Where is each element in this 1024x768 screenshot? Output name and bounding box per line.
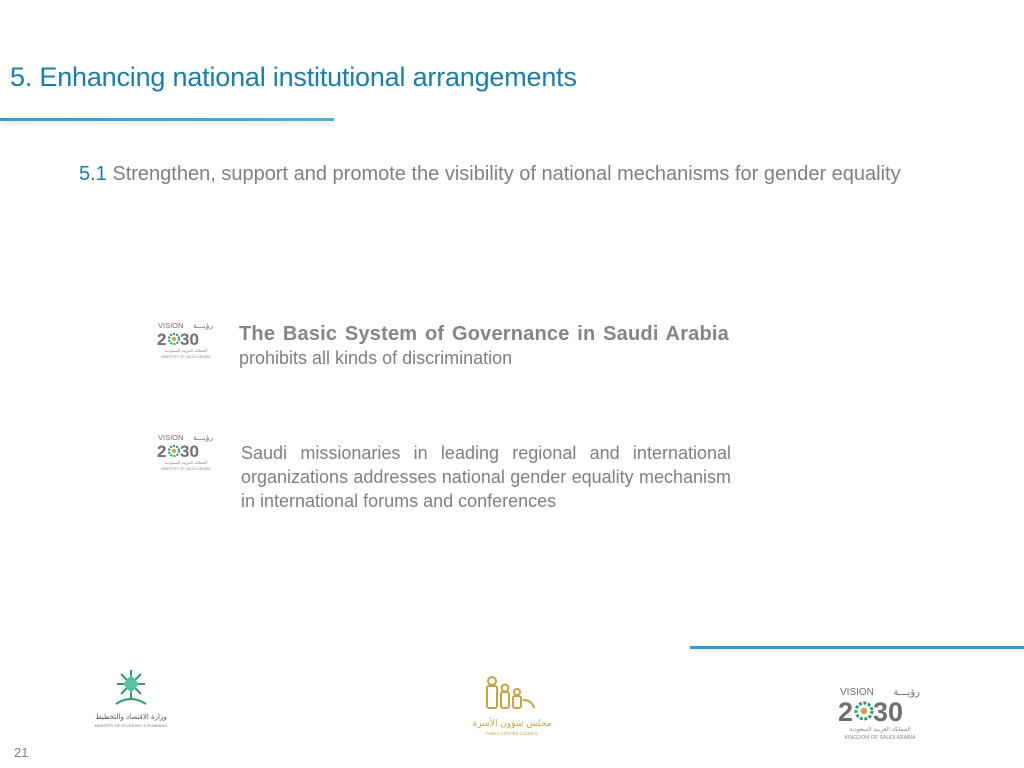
vision-english-line: MINISTRY OF SAUDI ARABIA xyxy=(161,355,211,359)
vision-arabic-word: رؤيـــة xyxy=(893,687,920,698)
vision-word: VISION xyxy=(840,687,874,698)
page-number: 21 xyxy=(14,745,29,760)
vision-2030-footer-logo-icon xyxy=(836,684,926,742)
family-council-arabic: مجلس شؤون الأسرة xyxy=(472,719,552,729)
point-body-text: prohibits all kinds of discrimination xyxy=(239,348,513,368)
point-text xyxy=(239,322,729,370)
vision-arabic-word: رؤيـــة xyxy=(193,321,213,330)
subheading-number: 5.1 xyxy=(79,163,107,185)
vision-2030-logo-icon xyxy=(157,320,215,360)
vision-arabic-word: رؤيـــة xyxy=(193,433,213,442)
point-bold-text: The Basic System of Governance in Saudi Arabia xyxy=(239,323,729,345)
vision-year-left: 2 xyxy=(838,697,854,727)
point-body-text: Saudi missionaries in leading regional and international organizations addresses national gender equality mechanism in international forums and conferences xyxy=(241,443,731,511)
family-affairs-council-logo-icon xyxy=(462,674,562,740)
vision-english-line: KINGDOM OF SAUDI ARABIA xyxy=(844,735,916,741)
footer-rule xyxy=(690,646,1024,649)
vision-year-left: 2 xyxy=(157,442,167,461)
vision-year-right: 30 xyxy=(180,442,199,461)
vision-arabic-line: المملكة العربية السعودية xyxy=(164,460,208,465)
vision-arabic-line: المملكة العربية السعودية xyxy=(164,348,208,353)
vision-english-line: MINISTRY OF SAUDI ARABIA xyxy=(161,467,211,471)
vision-arabic-line: المملكة العربية السعودية xyxy=(849,726,911,733)
subheading xyxy=(79,160,912,188)
vision-year-right: 30 xyxy=(180,330,199,349)
vision-2030-logo-icon xyxy=(157,432,215,472)
ministry-arabic: وزارة الاقتصاد والتخطيط xyxy=(95,713,167,721)
ministry-english: MINISTRY OF ECONOMY & PLANNING xyxy=(94,723,168,728)
title-underline xyxy=(0,118,334,121)
ministry-of-economy-logo-icon xyxy=(86,664,176,736)
family-council-english: FAMILY AFFAIRS COUNCIL xyxy=(485,731,539,736)
vision-word: VISION xyxy=(158,433,184,442)
slide-title: 5. Enhancing national institutional arrangements xyxy=(10,62,577,92)
subheading-text: Strengthen, support and promote the visibility of national mechanisms for gender equality xyxy=(112,163,901,185)
vision-year-left: 2 xyxy=(157,330,167,349)
vision-year-right: 30 xyxy=(873,697,904,727)
vision-word: VISION xyxy=(158,321,184,330)
